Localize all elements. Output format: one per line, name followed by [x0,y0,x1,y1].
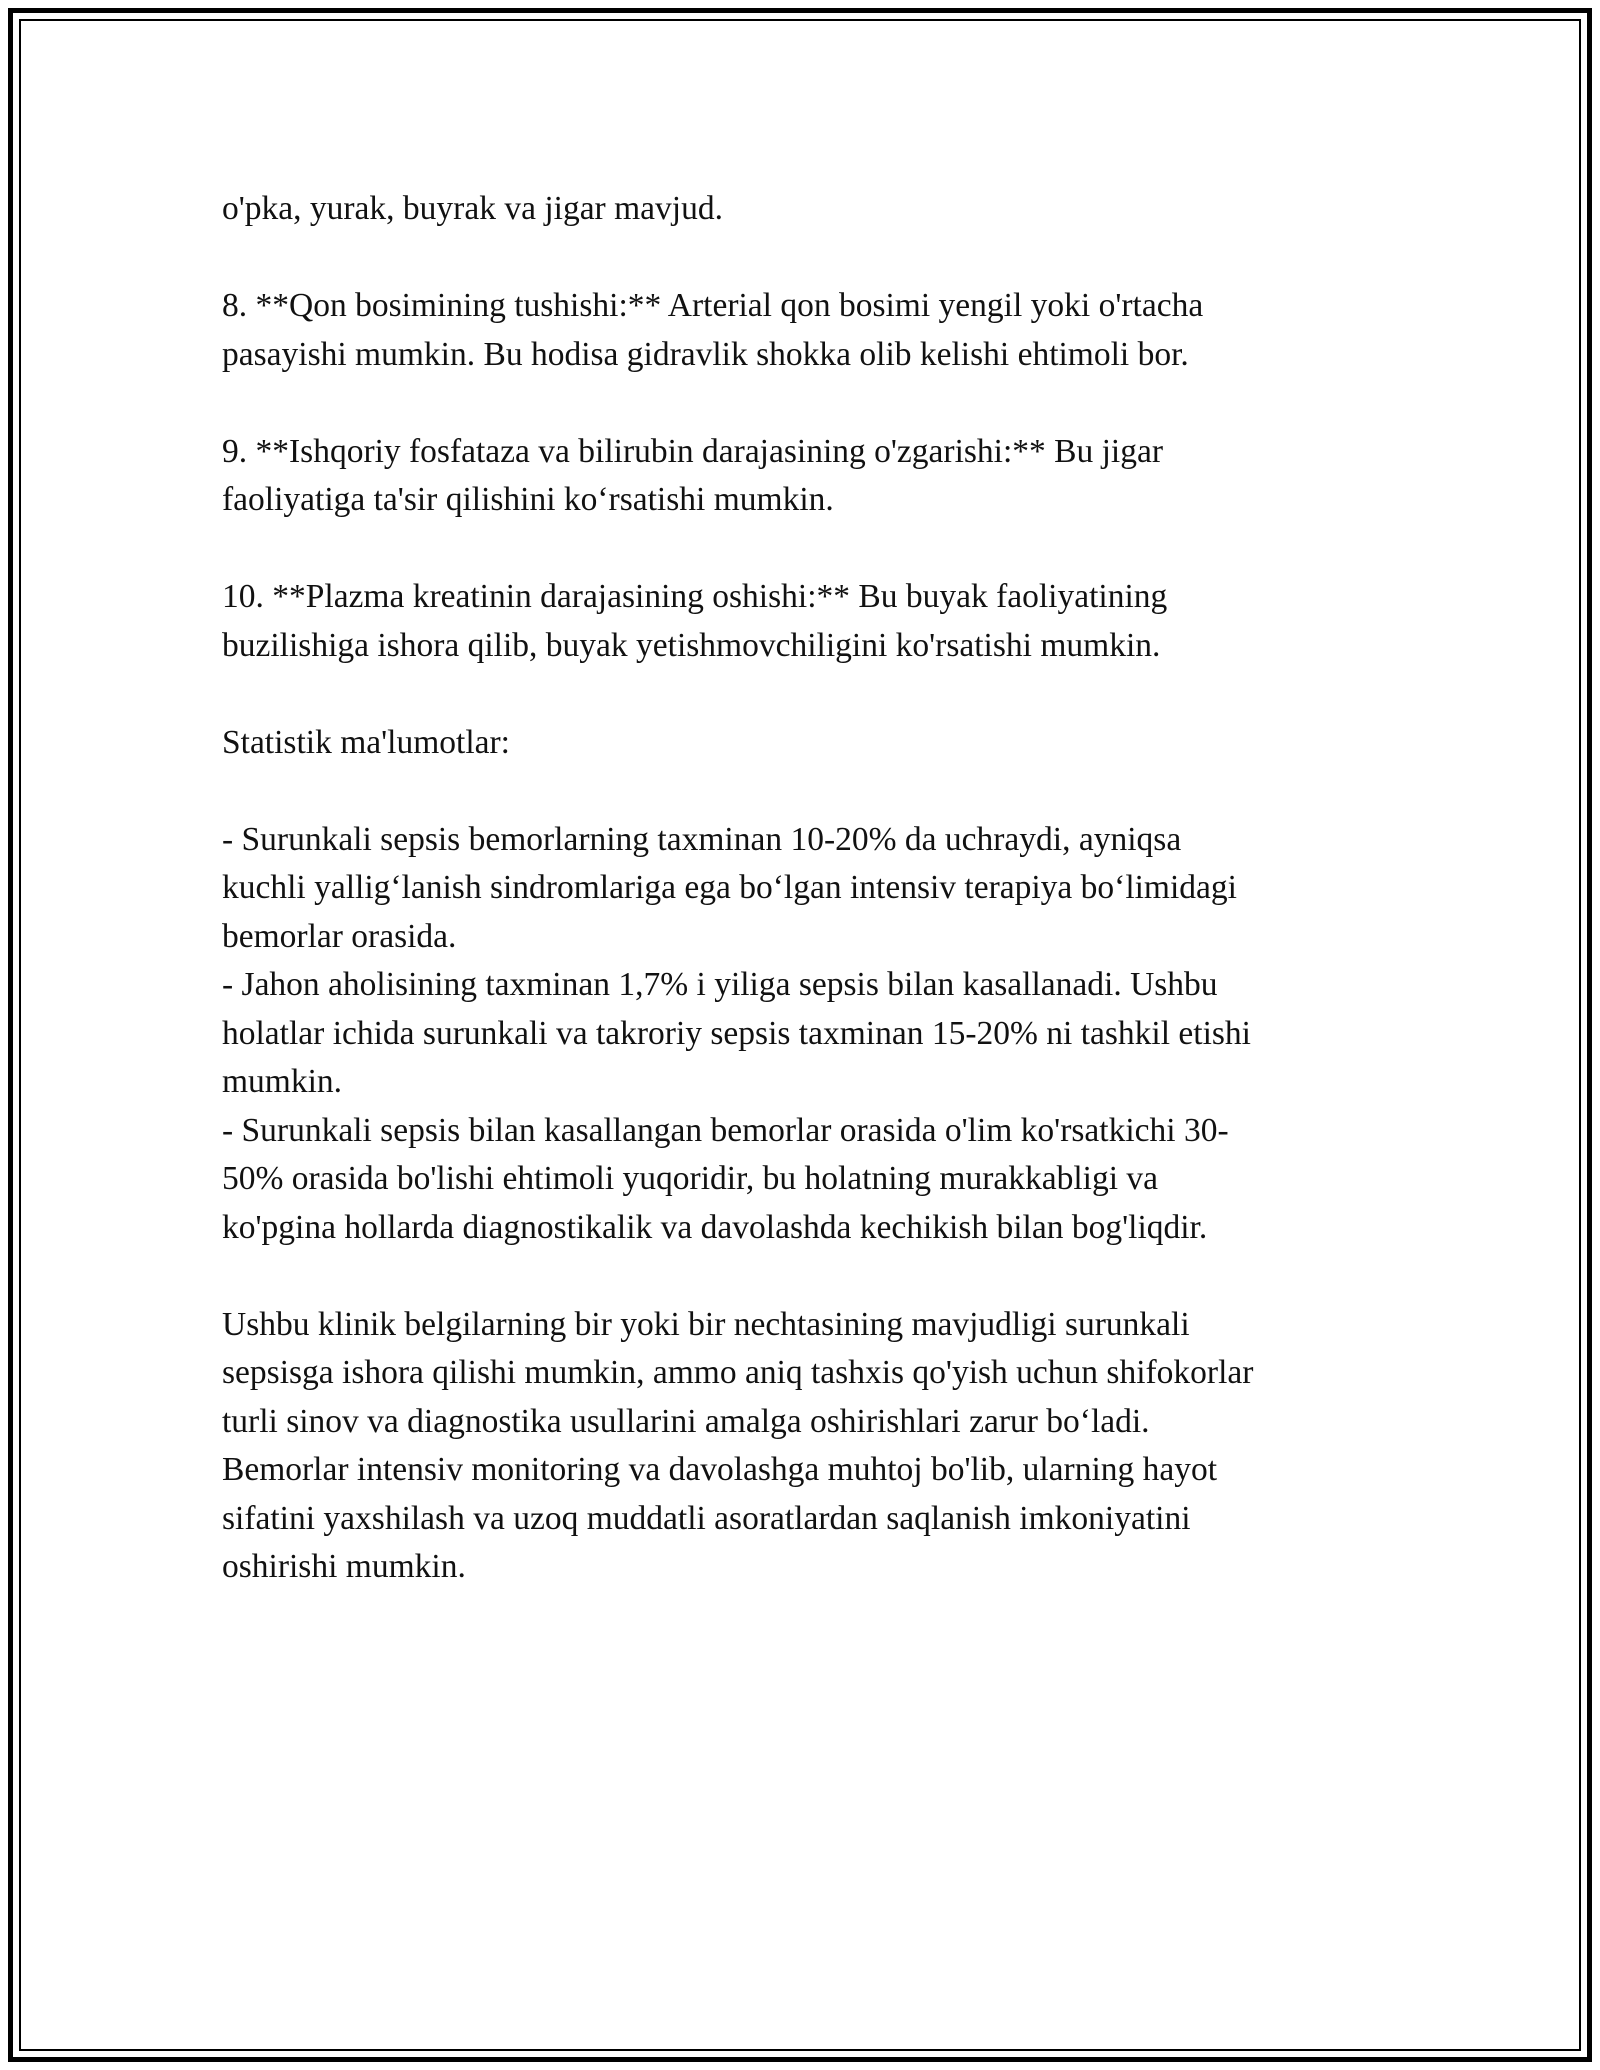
text-line: 9. **Ishqoriy fosfataza va bilirubin darajasining o'zgarishi:** Bu jigar [222,432,1164,470]
paragraph-organs-continuation [222,185,1382,234]
text-line: oshirishi mumkin. [222,1548,466,1585]
list-item-line: mumkin. [222,1063,343,1100]
paragraph-item-10 [222,573,1382,670]
stats-heading [222,719,1382,768]
list-item-line: holatlar ichida surunkali va takroriy sepsis taxminan 15-20% ni tashkil etishi [222,1014,1251,1052]
list-item-line: ko'pgina hollarda diagnostikalik va davolashda kechikish bilan bog'liqdir. [222,1208,1208,1246]
paragraph-item-8 [222,282,1382,379]
text-line: faoliyatiga ta'sir qilishini ko‘rsatishi mumkin. [222,481,834,518]
list-item-line: - Surunkali sepsis bemorlarning taxminan 10-20% da uchraydi, ayniqsa [222,820,1182,858]
paragraph-conclusion [222,1301,1382,1592]
text-line: Statistik ma'lumotlar: [222,723,510,761]
text-line: 8. **Qon bosimining tushishi:** Arterial qon bosimi yengil yoki o'rtacha [222,287,1204,324]
text-line: turli sinov va diagnostika usullarini amalga oshirishlari zarur bo‘ladi. [222,1402,1150,1440]
text-line: o'pka, yurak, buyrak va jigar mavjud. [222,190,723,227]
list-item-line: - Surunkali sepsis bilan kasallangan bemorlar orasida o'lim ko'rsatkichi 30- [222,1111,1229,1149]
document-body [222,185,1382,1640]
text-line: Bemorlar intensiv monitoring va davolashga muhtoj bo'lib, ularning hayot [222,1451,1218,1488]
text-line: Ushbu klinik belgilarning bir yoki bir nechtasining mavjudligi surunkali [222,1305,1190,1343]
text-line: pasayishi mumkin. Bu hodisa gidravlik shokka olib kelishi ehtimoli bor. [222,335,1189,373]
list-item-line: bemorlar orasida. [222,917,457,955]
list-item-line: - Jahon aholisining taxminan 1,7% i yiliga sepsis bilan kasallanadi. Ushbu [222,966,1218,1003]
list-item-line: 50% orasida bo'lishi ehtimoli yuqoridir, bu holatning murakkabligi va [222,1160,1159,1197]
list-item-line: kuchli yallig‘lanish sindromlariga ega bo‘lgan intensiv terapiya bo‘limidagi [222,869,1237,906]
text-line: 10. **Plazma kreatinin darajasining oshishi:** Bu buyak faoliyatining [222,578,1168,615]
stats-list [222,816,1382,1253]
text-line: sepsisga ishora qilishi mumkin, ammo aniq tashxis qo'yish uchun shifokorlar [222,1354,1254,1391]
text-line: sifatini yaxshilash va uzoq muddatli asoratlardan saqlanish imkoniyatini [222,1499,1191,1537]
paragraph-item-9 [222,428,1382,525]
text-line: buzilishiga ishora qilib, buyak yetishmovchiligini ko'rsatishi mumkin. [222,626,1161,664]
